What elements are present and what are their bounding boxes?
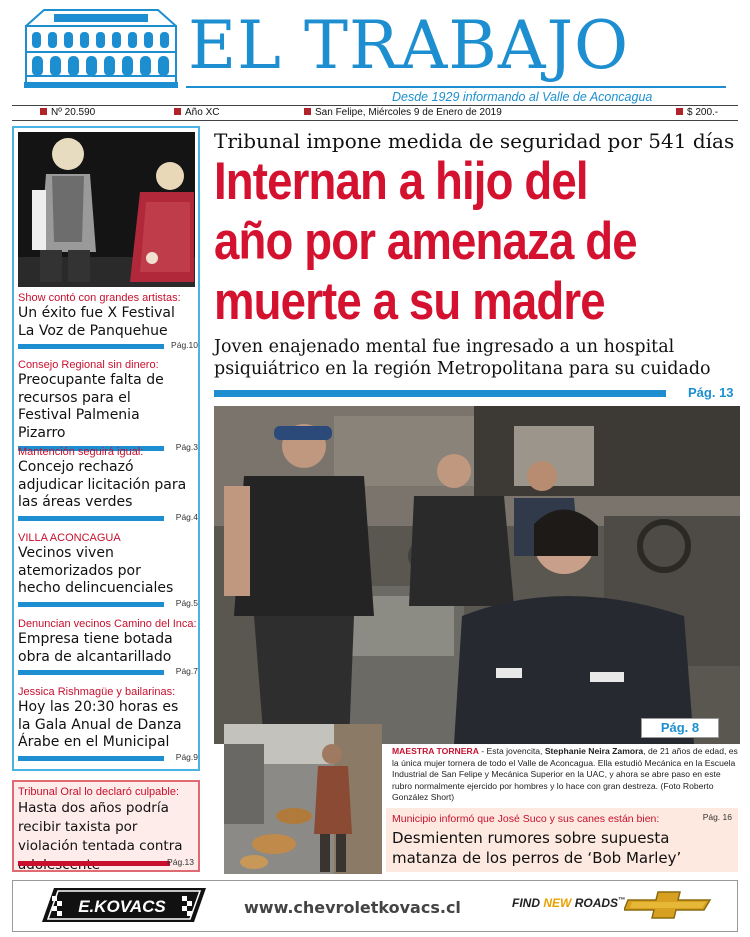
caption-label: MAESTRA TORNERA xyxy=(392,746,479,756)
left-item-alcantarillado[interactable] xyxy=(18,618,198,675)
left-item-page-bar xyxy=(18,511,198,522)
lead-page: Pág. 13 xyxy=(688,385,734,400)
left-item-headline: Un éxito fue X Festival La Voz de Panquehue xyxy=(18,305,175,339)
issue-price: $ 200.- xyxy=(676,106,718,120)
masthead-title: EL TRABAJO xyxy=(188,7,630,84)
left-item-kicker: Mantención seguirá igual: xyxy=(18,446,144,458)
left-item-kicker: Jessica Rishmagüe y bailarinas: xyxy=(18,686,176,698)
caption-name: Stephanie Neira Zamora xyxy=(544,746,644,756)
red-item-headline: Hasta dos años podría recibir taxista por violación tentada contra xyxy=(18,800,183,854)
square-bullet-icon xyxy=(304,108,311,115)
left-item-festival-panquehue[interactable] xyxy=(18,292,198,349)
red-item-kicker: Tribunal Oral lo declaró culpable: xyxy=(18,786,180,798)
left-item-page-bar xyxy=(18,597,198,608)
left-item-kicker: VILLA ACONCAGUA xyxy=(18,532,121,544)
ad-logo-text: E.KOVACS xyxy=(78,897,166,916)
left-item-villa-aconcagua[interactable] xyxy=(18,532,198,607)
masthead-building-logo xyxy=(24,6,178,88)
left-item-page: Pág.4 xyxy=(175,511,198,522)
left-item-page: Pág.5 xyxy=(175,597,198,608)
photo-page-badge: Pág. 8 xyxy=(641,718,719,738)
left-item-page-bar xyxy=(18,340,198,350)
bob-marley-dogs-photo xyxy=(224,724,382,874)
left-item-kicker: Show contó con grandes artistas: xyxy=(18,292,181,304)
left-item-danza-arabe[interactable] xyxy=(18,686,198,761)
left-item-kicker: Denuncian vecinos Camino del Inca: xyxy=(18,618,197,630)
square-bullet-icon xyxy=(174,108,181,115)
caption-text-b: , de 21 años de edad, es la única mujer tornera de todo el Valle de Aconcagua. Ella estudió Mecánica en la Escuela Industrial de San Felipe y Mecánica Superior en la UAC, y ahora se abre paso en este rubro normalmente ejercido por hombres y lo hace con gran destreza. (Foto Roberto González Short) xyxy=(392,746,738,802)
left-item-headline: Preocupante falta de recursos para el Festival Palmenia Pizarro xyxy=(18,372,164,441)
caption-text-a: - Esta jovencita, xyxy=(478,746,545,756)
chevrolet-bowtie-icon xyxy=(624,890,714,920)
taxista-news-box[interactable] xyxy=(12,780,200,872)
left-item-headline: Vecinos viven atemorizados por hecho delincuenciales xyxy=(18,545,174,596)
lead-deck xyxy=(214,336,740,380)
left-item-headline: Concejo rechazó adjudicar licitación para las áreas verdes xyxy=(18,459,187,510)
lead-deck-line: Joven enajenado mental fue ingresado a un hospital xyxy=(214,337,675,357)
left-item-page-bar xyxy=(18,751,198,762)
ad-url-link[interactable]: www.chevroletkovacs.cl xyxy=(244,898,461,917)
muni-page: Pág. 16 xyxy=(702,812,732,822)
left-item-kicker: Consejo Regional sin dinero: xyxy=(18,359,159,371)
issue-number: Nº 20.590 xyxy=(40,106,95,120)
left-item-page: Pág.7 xyxy=(175,666,198,676)
left-item-page: Pág.10 xyxy=(171,340,198,350)
lead-headline-line: muerte a su madre xyxy=(214,272,605,331)
lead-headline[interactable] xyxy=(214,152,743,332)
issue-date: San Felipe, Miércoles 9 de Enero de 2019 xyxy=(304,106,502,120)
lead-headline-line: año por amenaza de xyxy=(214,212,637,271)
square-bullet-icon xyxy=(676,108,683,115)
left-item-page: Pág.3 xyxy=(175,442,198,452)
red-item-page: Pág.13 xyxy=(167,857,194,867)
kovacs-logo-icon xyxy=(40,886,208,924)
left-item-page: Pág.9 xyxy=(175,751,198,762)
lead-subhead: Tribunal impone medida de seguridad por 541 días xyxy=(214,129,735,153)
workshop-lathe-photo xyxy=(214,406,740,744)
bob-marley-news-box[interactable] xyxy=(386,808,738,872)
muni-kicker: Municipio informó que José Suco y sus canes están bien: xyxy=(392,813,660,825)
issue-info-bar xyxy=(12,105,738,121)
left-item-headline: Hoy las 20:30 horas es la Gala Anual de Danza Árabe en el Municipal xyxy=(18,699,182,750)
left-item-page-bar xyxy=(18,666,198,676)
lead-deck-line: psiquiátrico en la región Metropolitana para su cuidado xyxy=(214,359,711,379)
muni-headline: Desmienten rumores sobre supuesta matanza de los perros de ‘Bob Marley’ xyxy=(392,829,682,867)
festival-performers-photo xyxy=(18,132,195,287)
left-item-festival-pizarro[interactable] xyxy=(18,359,198,451)
left-item-areas-verdes[interactable] xyxy=(18,446,198,521)
left-item-headline: Empresa tiene botada obra de alcantarillado xyxy=(18,631,173,665)
masthead-rule xyxy=(186,86,726,88)
lead-headline-line: Internan a hijo del xyxy=(214,152,588,211)
lead-page-bar xyxy=(214,390,666,397)
square-bullet-icon xyxy=(40,108,47,115)
ad-slogan: FIND NEW ROADS™ xyxy=(512,896,626,910)
masthead-tagline: Desde 1929 informando al Valle de Aconcagua xyxy=(392,90,653,104)
photo-caption xyxy=(392,746,738,804)
issue-year: Año XC xyxy=(174,106,219,120)
red-item-page-bar xyxy=(18,861,170,866)
